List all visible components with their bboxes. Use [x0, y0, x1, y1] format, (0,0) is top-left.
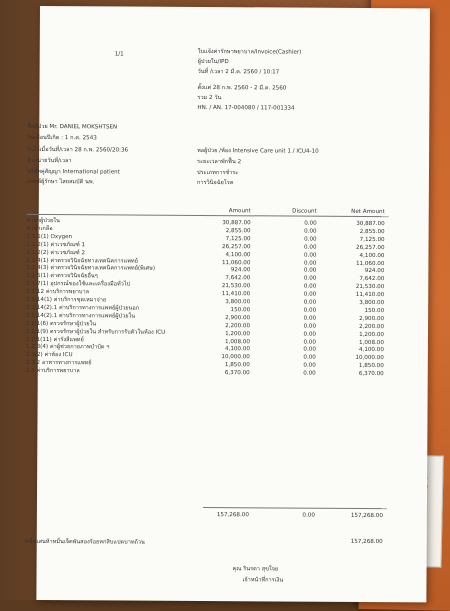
- row-amount: 11,410.00: [221, 291, 251, 298]
- row-net: 1,200.00: [359, 331, 385, 338]
- row-discount: 0.00: [304, 220, 317, 227]
- row-net: 2,855.00: [359, 228, 385, 235]
- row-label: 1.1.1(1) Oxygen: [26, 233, 73, 240]
- row-label: 1.1.7(1) อุปกรณ์ของใช้และเครื่องมือทั่วไป: [26, 281, 131, 288]
- print-date: วันที่ /เวลา 2 มี.ค. 2560 / 10:17: [197, 68, 280, 76]
- row-net: 2,900.00: [359, 315, 385, 322]
- row-label: 1.1.5(1) ค่าตรวจวินิจฉัยอื่นๆ: [26, 273, 98, 280]
- signer-role: เจ้าหน้าที่การเงิน: [242, 577, 284, 584]
- row-amount: 4,100.00: [224, 346, 250, 353]
- doc-title: ใบแจ้งค่ารักษาพยาบาล/Invoice(Cashier): [197, 48, 302, 56]
- row-discount: 0.00: [303, 370, 316, 377]
- row-label: 2.1(2) ค่าห้อง ICU: [25, 352, 73, 359]
- row-discount: 0.00: [303, 331, 317, 338]
- row-amount: 2,855.00: [225, 228, 251, 235]
- row-amount: 7,642.00: [225, 275, 251, 282]
- row-net: 2,200.00: [359, 323, 385, 330]
- row-amount: 4,100.00: [225, 251, 251, 258]
- row-label: 1.1.2(2) ค่าเวชภัณฑ์ 2: [26, 249, 86, 256]
- grand-total: 157,268.00: [350, 538, 383, 546]
- row-amount: 30,887.00: [222, 220, 251, 227]
- row-amount: 1,850.00: [224, 362, 250, 369]
- row-discount: 0.00: [303, 275, 317, 282]
- row-discount: 0.00: [303, 252, 317, 259]
- row-label: 1.1.14(2).1 ค่าบริการทางการแพทย์ผู้ป่วยนอก: [26, 304, 140, 312]
- row-net: 7,125.00: [359, 236, 385, 243]
- payment-type: ประเภทการชำระ: [196, 169, 239, 177]
- hn-an: HN. / AN. 17-004080 / 117-001334: [197, 104, 295, 112]
- row-discount: 0.00: [303, 299, 317, 306]
- diagnosis: การวินิจฉัยโรค: [196, 179, 234, 187]
- row-label: 2.3.2 อาหารทางการแพทย์: [25, 360, 92, 367]
- signer-name: คุณ รินรดา สุขใจย: [232, 566, 279, 573]
- row-discount: 0.00: [304, 228, 317, 235]
- row-label: 1.2.1(6) ตรวจรักษาผู้ป่วยใน: [26, 320, 97, 328]
- total-days: รวม 2 วัน: [197, 94, 222, 102]
- row-amount: 3,800.00: [225, 299, 251, 306]
- doctor: แพทย์ผู้รักษา ไสยสมบัติ นพ.: [26, 178, 95, 186]
- row-net: 6,370.00: [358, 371, 384, 378]
- row-label: 1.1.14(2).1 ค่าบริการทางการแพทย์ผู้ป่วยใน: [26, 312, 136, 320]
- row-label: 1.1.12 ค่าบริการพยาบาล: [26, 289, 90, 296]
- discharge-datetime: จำหน่ายวันที่/เวลา: [27, 157, 72, 165]
- row-net: 924.00: [364, 268, 385, 275]
- row-label: 1.1.4(3) ค่าตรวจวินิจฉัยทางเทคนิคการแพทย์(พิเศษ): [26, 265, 156, 273]
- row-net: 21,530.00: [355, 284, 385, 291]
- total-amount: 157,268.00: [216, 512, 249, 519]
- ward: หอผู้ป่วย /ห้อง Intensive Care unit 1 / ICU4-10: [197, 147, 319, 155]
- row-net: 11,410.00: [355, 292, 385, 299]
- row-label: 1.1.14(1) ค่าบริการชุดเหมาจ่าย: [26, 296, 107, 304]
- row-discount: 0.00: [303, 268, 317, 275]
- admit-datetime: รับไว้เมื่อวันที่/เวลา 28 ก.พ. 2560/20:36: [27, 146, 129, 154]
- row-net: 150.00: [364, 307, 385, 314]
- row-net: 1,008.00: [359, 339, 384, 346]
- row-amount: 21,530.00: [221, 283, 251, 290]
- row-amount: 6,370.00: [224, 370, 250, 377]
- amount-in-words: หนึ่งแสนห้าหมื่นเจ็ดพันสองร้อยหกสิบแปดบาทถ้วน: [24, 538, 145, 546]
- totals-rule: [203, 507, 387, 509]
- row-discount: 0.00: [303, 315, 317, 322]
- row-net: 4,100.00: [358, 347, 384, 354]
- wait-time: ระยะเวลาพักฟื้น 2: [197, 158, 242, 166]
- page-number: 1/1: [114, 51, 124, 58]
- row-discount: 0.00: [303, 283, 317, 290]
- header-rule: [27, 214, 389, 217]
- row-amount: 2,200.00: [225, 322, 251, 329]
- row-discount: 0.00: [303, 362, 316, 369]
- row-label: 1.2.3(4) ค่าผู้ช่วยกายภาพบำบัด ฯ: [25, 344, 110, 351]
- row-net: 11,060.00: [355, 260, 385, 267]
- row-discount: 0.00: [303, 260, 317, 267]
- invoice-document: [24, 6, 430, 602]
- col-header-discount: Discount: [292, 208, 317, 215]
- patient-dob: วันเดือนปีเกิด : 1 ก.ค. 2543: [27, 134, 97, 142]
- row-amount: 150.00: [230, 307, 251, 314]
- row-net: 3,800.00: [359, 299, 385, 307]
- row-label: 1.1.2(1) ค่าเวชภัณฑ์ 1: [26, 241, 86, 248]
- row-amount: 2,900.00: [225, 314, 251, 322]
- row-amount: 26,257.00: [222, 243, 251, 250]
- row-net: 1,850.00: [358, 363, 384, 370]
- col-header-net: Net Amount: [351, 208, 385, 216]
- row-net: 4,100.00: [359, 252, 385, 259]
- row-discount: 0.00: [303, 323, 317, 330]
- row-amount: 10,000.00: [221, 354, 250, 361]
- row-amount: 11,060.00: [221, 259, 251, 266]
- period: ตั้งแต่ 28 ก.พ. 2560 - 2 มี.ค. 2560: [197, 84, 287, 92]
- company: บริษัทคู่สัญญา International patient: [26, 168, 120, 176]
- patient-type: ผู้ป่วยใน/IPD: [197, 58, 229, 66]
- row-net: 26,257.00: [356, 244, 385, 251]
- row-amount: 1,008.00: [225, 338, 250, 345]
- row-amount: 1,200.00: [225, 330, 251, 337]
- row-discount: 0.00: [303, 307, 317, 314]
- row-label: 2.5 ค่าบริการพยาบาล: [25, 368, 80, 375]
- row-label: 1.1.4(1) ค่าตรวจวินิจฉัยทางเทคนิคการแพทย์: [26, 257, 138, 265]
- total-discount: 0.00: [302, 512, 315, 519]
- row-discount: 0.00: [303, 291, 317, 298]
- row-discount: 0.00: [304, 236, 317, 243]
- row-amount: 924.00: [230, 267, 251, 274]
- col-header-amount: Amount: [228, 208, 251, 215]
- row-discount: 0.00: [304, 244, 317, 251]
- row-label: ค่ายาผู้ป่วยใน: [26, 217, 60, 225]
- patient-name: ชื่อผู้ป่วย Mr. DANIEL MOKSHTSEN: [27, 123, 118, 131]
- row-discount: 0.00: [303, 339, 316, 346]
- total-net: 157,268.00: [350, 512, 383, 520]
- row-net: 10,000.00: [355, 355, 384, 362]
- row-net: 30,887.00: [356, 220, 385, 228]
- row-discount: 0.00: [303, 354, 316, 361]
- row-label: ค่าน้ำเกลือ: [26, 225, 53, 232]
- row-net: 7,642.00: [359, 276, 385, 283]
- row-label: 1.2.1(9) ตรวจรักษาผู้ป่วยใน สำหรับการรับตัวในห้อง ICU: [25, 328, 166, 336]
- row-amount: 7,125.00: [225, 235, 251, 243]
- row-discount: 0.00: [303, 347, 316, 354]
- row-label: 1.2.1(11) ค่ารังสีแพทย์: [25, 336, 84, 343]
